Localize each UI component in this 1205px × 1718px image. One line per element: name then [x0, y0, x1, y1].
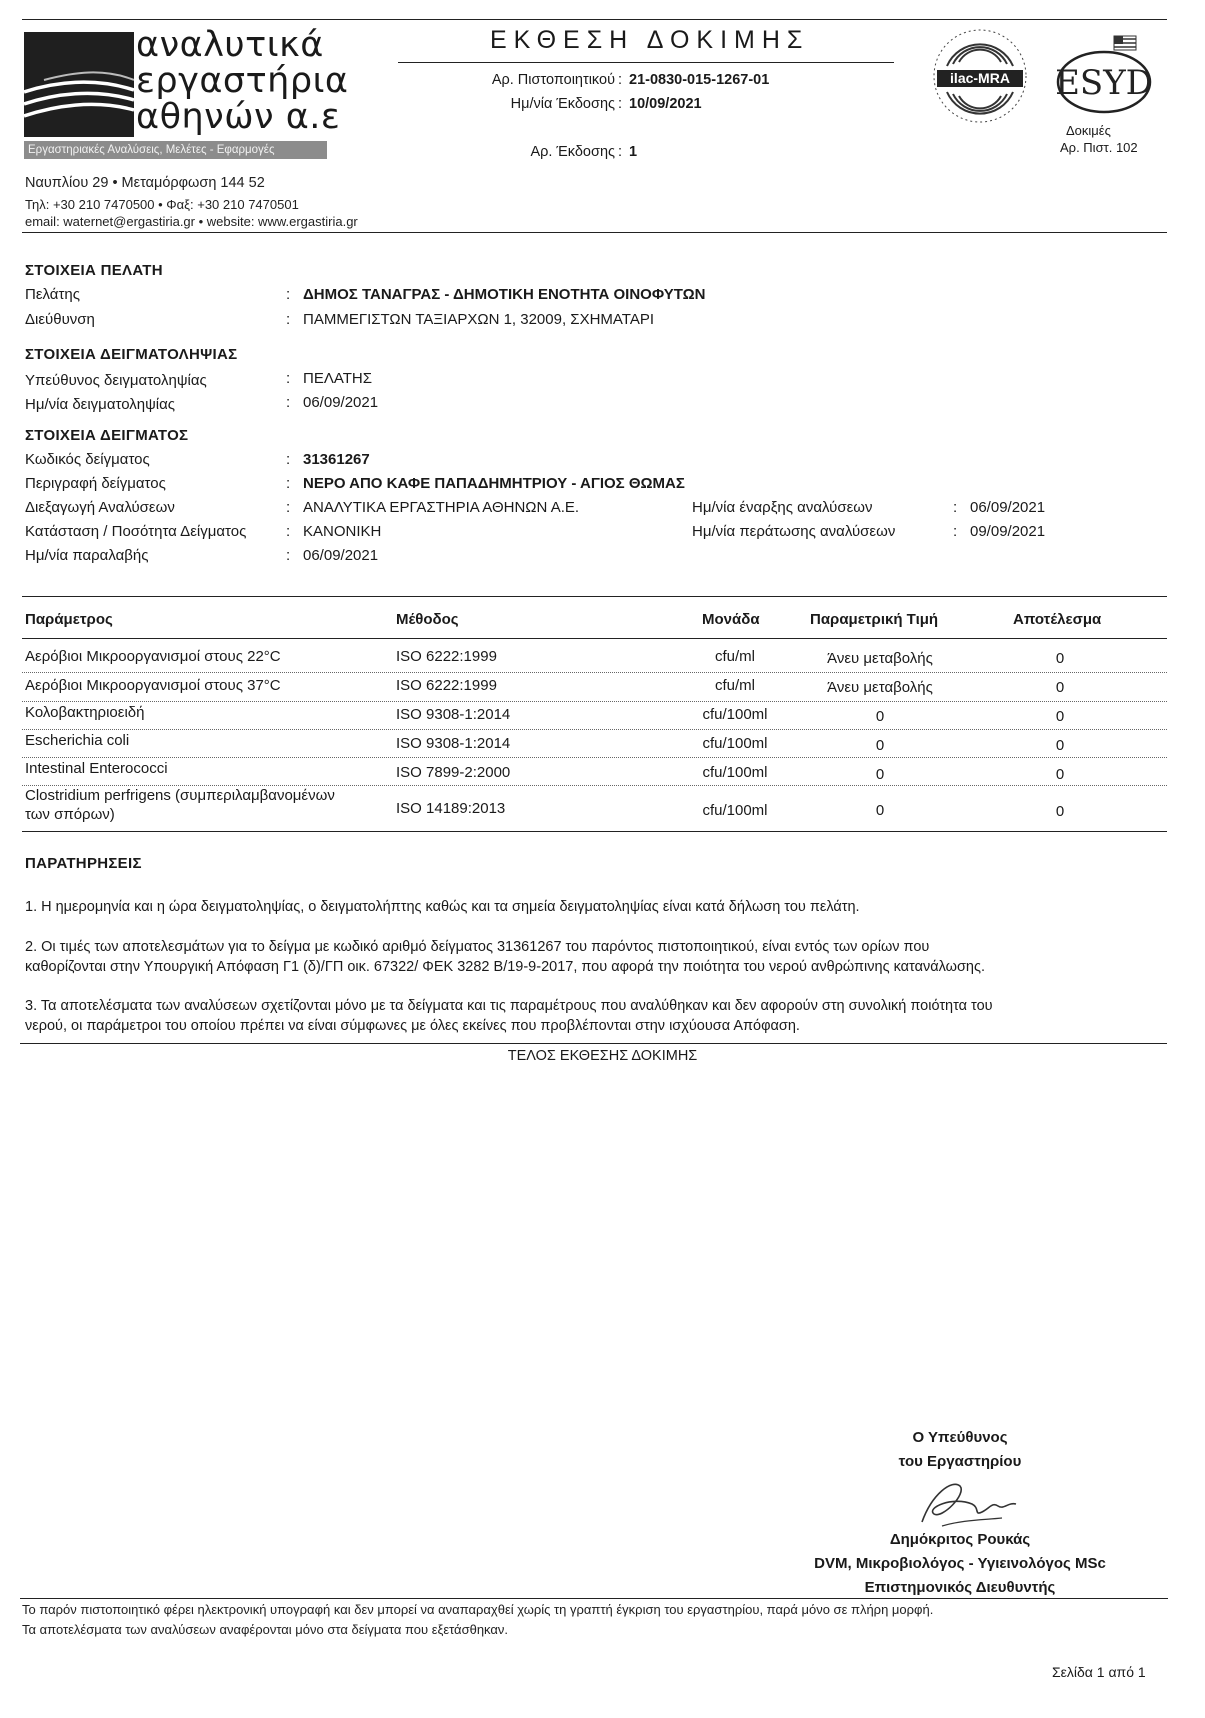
row-result: 0 [1055, 737, 1065, 754]
col-header-parameter: Παράμετρος [25, 611, 113, 628]
remark-3-line2: νερού, οι παράμετροι του οποίου πρέπει να είναι σύμφωνες με όλες εκείνες που προβλέπονται στην ισχύουσα Απόφαση. [25, 1018, 800, 1034]
row-parameter: Clostridium perfrigens (συμπεριλαμβανομένων [25, 787, 335, 804]
client-address-value: ΠΑΜΜΕΓΙΣΤΩΝ ΤΑΞΙΑΡΧΩΝ 1, 32009, ΣΧΗΜΑΤΑΡΙ [303, 311, 655, 328]
sample-code-colon: : [286, 451, 291, 468]
analysis-end-value: 09/09/2021 [970, 523, 1046, 540]
lab-tagline: Εργαστηριακές Αναλύσεις, Μελέτες - Εφαρμογές [24, 141, 327, 159]
footer-line1: Το παρόν πιστοποιητικό φέρει ηλεκτρονική υπογραφή και δεν μπορεί να αναπαραχθεί χωρίς τη γραπτή έγκριση του εργαστηρίου, παρά μόνο σε πλήρη μορφή. [22, 1602, 934, 1617]
analysis-start-value: 06/09/2021 [970, 499, 1046, 516]
esyd-text: ESYD [1055, 63, 1153, 103]
cert-colon: : [618, 72, 623, 88]
sample-desc-value: ΝΕΡΟ ΑΠΟ ΚΑΦΕ ΠΑΠΑΔΗΜΗΤΡΙΟΥ - ΑΓΙΟΣ ΘΩΜΑΣ [303, 475, 685, 492]
sample-condition-colon: : [286, 523, 291, 540]
lab-name-line2: εργαστήρια [136, 61, 349, 101]
remarks-heading: ΠΑΡΑΤΗΡΗΣΕΙΣ [25, 855, 142, 872]
ilac-mra-logo-icon [925, 26, 1035, 126]
client-address-colon: : [286, 311, 291, 328]
remark-2-line1: 2. Οι τιμές των αποτελεσμάτων για το δείγμα με κωδικό αριθμό δείγματος 31361267 του παρόντος πιστοποιητικού, είναι εντός των ορίων που [25, 939, 930, 955]
sample-condition-label: Κατάσταση / Ποσότητα Δείγματος [25, 523, 247, 540]
row-result: 0 [1055, 679, 1065, 696]
lab-name-line1: αναλυτικά [136, 25, 324, 65]
row-limit: Άνευ μεταβολής [827, 650, 933, 667]
page-number: Σελίδα 1 από 1 [1052, 1664, 1146, 1680]
row-parameter: Escherichia coli [25, 732, 130, 749]
row-method: ISO 14189:2013 [396, 800, 506, 817]
lab-phone: Τηλ: +30 210 7470500 • Φαξ: +30 210 7470501 [25, 197, 299, 212]
row-divider [22, 729, 1167, 730]
sample-analysis-colon: : [286, 499, 291, 516]
sample-code-label: Κωδικός δείγματος [25, 451, 150, 468]
sample-received-label: Ημ/νία παραλαβής [25, 547, 149, 564]
row-method: ISO 9308-1:2014 [396, 735, 511, 752]
issue-date-label: Ημ/νία Έκδοσης [510, 96, 615, 112]
row-limit: 0 [875, 708, 885, 725]
row-divider [22, 757, 1167, 758]
lab-name-line3: αθηνών α.ε [136, 97, 341, 137]
row-method: ISO 6222:1999 [396, 677, 497, 694]
row-result: 0 [1055, 708, 1065, 725]
signatory-title1: DVM, Μικροβιολόγος - Υγιεινολόγος MSc [814, 1555, 1106, 1572]
issue-no-colon: : [618, 144, 623, 160]
row-unit: cfu/ml [714, 677, 755, 694]
cert-value: 21-0830-015-1267-01 [629, 72, 770, 88]
row-limit: 0 [875, 766, 885, 783]
row-limit: 0 [875, 802, 885, 819]
row-unit: cfu/ml [714, 648, 755, 665]
sample-desc-colon: : [286, 475, 291, 492]
row-limit: Άνευ μεταβολής [827, 679, 933, 696]
signature-line1: Ο Υπεύθυνος [912, 1429, 1008, 1446]
title-rule [398, 62, 894, 63]
row-method: ISO 9308-1:2014 [396, 706, 511, 723]
sample-desc-label: Περιγραφή δείγματος [25, 475, 166, 492]
row-parameter: Κολοβακτηριοειδή [25, 704, 145, 721]
sampling-responsible-label: Υπεύθυνος δειγματοληψίας [25, 372, 207, 389]
table-top-rule [22, 596, 1167, 597]
remark-2-line2: καθορίζονται στην Υπουργική Απόφαση Γ1 (δ)/ΓΠ οικ. 67322/ ΦΕΚ 3282 Β/19-9-2017, που αφορά την ποιότητα του νερού ανθρώπινης κατανάλωσης. [25, 959, 985, 975]
row-unit: cfu/100ml [702, 802, 768, 819]
row-parameter-cont: των σπόρων) [25, 806, 115, 823]
footer-line2: Τα αποτελέσματα των αναλύσεων αναφέρονται μόνο στα δείγματα που εξετάσθηκαν. [22, 1622, 509, 1637]
row-parameter: Αερόβιοι Μικροοργανισμοί στους 22°C [25, 648, 281, 665]
row-unit: cfu/100ml [702, 764, 768, 781]
client-name-label: Πελάτης [25, 286, 80, 303]
handwritten-signature-icon [912, 1474, 1022, 1534]
ilac-text: ilac-MRA [950, 70, 1010, 86]
issue-no-label: Αρ. Έκδοσης [530, 144, 615, 160]
sample-received-colon: : [286, 547, 291, 564]
client-address-label: Διεύθυνση [25, 311, 95, 328]
row-unit: cfu/100ml [702, 735, 768, 752]
client-heading: ΣΤΟΙΧΕΙΑ ΠΕΛΑΤΗ [25, 262, 163, 279]
sampling-date-colon: : [286, 394, 291, 411]
col-header-limit: Παραμετρική Τιμή [810, 611, 939, 628]
row-divider [22, 701, 1167, 702]
sample-condition-value: ΚΑΝΟΝΙΚΗ [303, 523, 382, 540]
esyd-logo-icon [1050, 30, 1162, 120]
col-header-result: Αποτέλεσμα [1013, 611, 1102, 628]
table-bottom-rule [22, 831, 1167, 832]
end-rule [20, 1043, 1167, 1044]
issue-date-colon: : [618, 96, 623, 112]
row-parameter: Intestinal Enterococci [25, 760, 168, 777]
sample-heading: ΣΤΟΙΧΕΙΑ ΔΕΙΓΜΑΤΟΣ [25, 427, 189, 444]
header-bottom-rule [22, 232, 1167, 233]
lab-logo-icon [24, 32, 134, 137]
signature-line2: του Εργαστηρίου [898, 1453, 1022, 1470]
row-divider [22, 785, 1167, 786]
end-of-report: ΤΕΛΟΣ ΕΚΘΕΣΗΣ ΔΟΚΙΜΗΣ [507, 1048, 698, 1064]
analysis-start-colon: : [953, 499, 958, 516]
analysis-end-colon: : [953, 523, 958, 540]
top-rule [22, 19, 1167, 20]
sampling-responsible-colon: : [286, 370, 291, 387]
table-header-rule [22, 638, 1167, 639]
remark-3-line1: 3. Τα αποτελέσματα των αναλύσεων σχετίζονται μόνο με τα δείγματα και τις παραμέτρους που αναλύθηκαν και δεν αφορούν στη συνολική ποιότητα του [25, 998, 993, 1014]
accreditation-label2: Αρ. Πιστ. 102 [1060, 140, 1138, 155]
remark-1: 1. Η ημερομηνία και η ώρα δειγματοληψίας, ο δειγματολήπτης καθώς και τα σημεία δειγματοληψίας είναι κατά δήλωση του πελάτη. [25, 899, 860, 915]
lab-address: Ναυπλίου 29 • Μεταμόρφωση 144 52 [25, 175, 265, 191]
row-result: 0 [1055, 650, 1065, 667]
row-unit: cfu/100ml [702, 706, 768, 723]
sample-analysis-value: ΑΝΑΛΥΤΙΚΑ ΕΡΓΑΣΤΗΡΙΑ ΑΘΗΝΩΝ Α.Ε. [303, 499, 580, 516]
lab-web: email: waternet@ergastiria.gr • website: www.ergastiria.gr [25, 214, 358, 229]
signatory-title2: Επιστημονικός Διευθυντής [864, 1579, 1056, 1596]
sampling-date-value: 06/09/2021 [303, 394, 379, 411]
col-header-unit: Μονάδα [702, 611, 760, 628]
row-parameter: Αερόβιοι Μικροοργανισμοί στους 37°C [25, 677, 281, 694]
issue-no-value: 1 [629, 144, 638, 160]
client-name-colon: : [286, 286, 291, 303]
row-method: ISO 6222:1999 [396, 648, 497, 665]
sampling-heading: ΣΤΟΙΧΕΙΑ ΔΕΙΓΜΑΤΟΛΗΨΙΑΣ [25, 346, 238, 363]
sample-code-value: 31361267 [303, 451, 370, 468]
row-method: ISO 7899-2:2000 [396, 764, 511, 781]
accreditation-label1: Δοκιμές [1066, 123, 1111, 138]
analysis-end-label: Ημ/νία περάτωσης αναλύσεων [692, 523, 896, 540]
document-title: ΕΚΘΕΣΗ ΔΟΚΙΜΗΣ [490, 26, 810, 54]
row-divider [22, 672, 1167, 673]
sampling-responsible-value: ΠΕΛΑΤΗΣ [303, 370, 373, 387]
sample-received-value: 06/09/2021 [303, 547, 379, 564]
issue-date-value: 10/09/2021 [629, 96, 702, 112]
row-limit: 0 [875, 737, 885, 754]
col-header-method: Μέθοδος [396, 611, 459, 628]
sample-analysis-label: Διεξαγωγή Αναλύσεων [25, 499, 175, 516]
row-result: 0 [1055, 803, 1065, 820]
sampling-date-label: Ημ/νία δειγματοληψίας [25, 396, 176, 413]
cert-label: Αρ. Πιστοποιητικού [491, 72, 615, 88]
client-name-value: ΔΗΜΟΣ ΤΑΝΑΓΡΑΣ - ΔΗΜΟΤΙΚΗ ΕΝΟΤΗΤΑ ΟΙΝΟΦΥΤΩΝ [303, 286, 706, 303]
footer-rule [20, 1598, 1168, 1599]
signatory-name: Δημόκριτος Ρουκάς [889, 1531, 1031, 1548]
row-result: 0 [1055, 766, 1065, 783]
analysis-start-label: Ημ/νία έναρξης αναλύσεων [692, 499, 873, 516]
